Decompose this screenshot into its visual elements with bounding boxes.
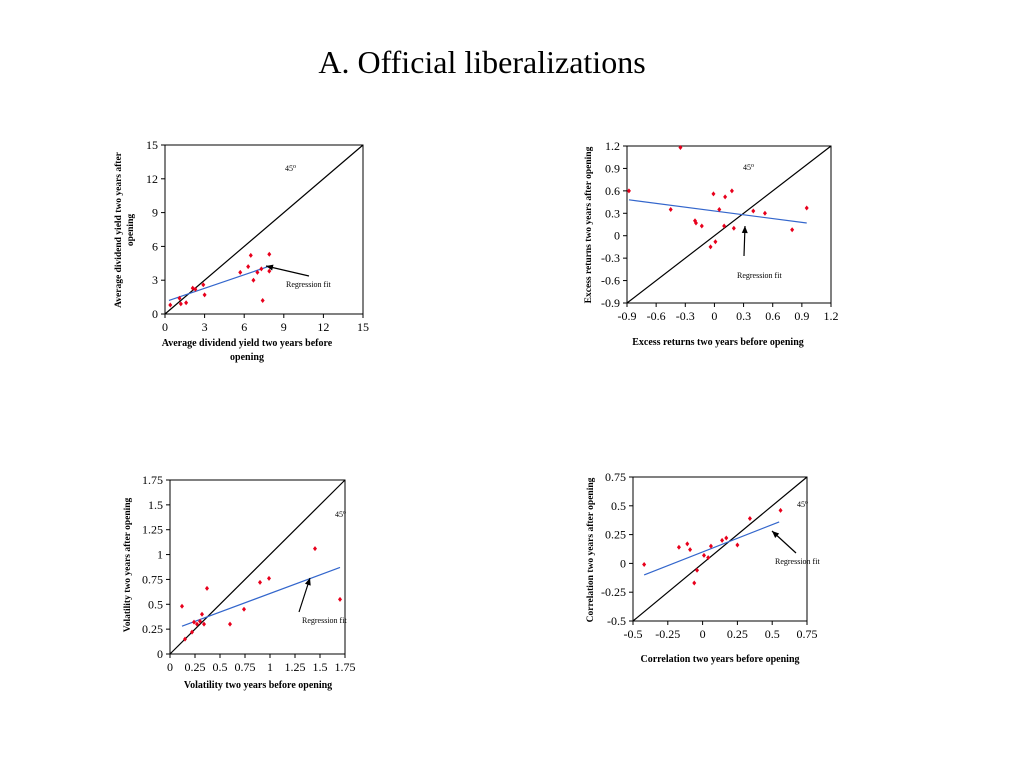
- x-tick-label: 0: [162, 320, 168, 334]
- data-point: [709, 244, 713, 249]
- x-axis-label: Correlation two years before opening: [640, 654, 800, 665]
- chart-volatility: [110, 470, 380, 700]
- y-tick-label: 0: [620, 556, 626, 571]
- degree-superscript: o: [805, 500, 808, 506]
- x-tick-label: 1: [267, 660, 273, 674]
- data-point: [700, 223, 704, 228]
- x-axis-label-line2: opening: [230, 352, 264, 363]
- diagonal-45-line: [633, 477, 807, 621]
- data-point: [723, 194, 727, 199]
- data-point: [751, 209, 755, 214]
- x-tick-label: 12: [317, 320, 330, 334]
- y-tick-label: 0.25: [142, 622, 163, 637]
- x-tick-label: 0.5: [212, 660, 228, 674]
- x-tick-label: -0.9: [617, 309, 637, 323]
- y-tick-label: 9: [152, 205, 158, 220]
- y-tick-label: -0.6: [601, 273, 620, 288]
- regression-fit-line: [644, 522, 779, 575]
- x-tick-label: 9: [280, 320, 287, 334]
- diagonal-annotation: 45$^o$: [797, 500, 808, 509]
- y-axis-label: Excess returns two years after opening: [584, 146, 594, 304]
- data-point: [261, 298, 265, 303]
- y-tick-label: 6: [152, 239, 158, 254]
- y-tick-label: 15: [146, 138, 158, 152]
- data-point: [228, 622, 232, 627]
- chart-correlation: [575, 465, 845, 680]
- data-point: [779, 508, 783, 513]
- y-tick-label: 0: [614, 228, 620, 243]
- regression-fit-label: Regression fit: [775, 557, 820, 566]
- data-point: [732, 226, 736, 231]
- data-point: [184, 300, 188, 305]
- diagonal-annotation: 45$^o$: [285, 164, 296, 173]
- data-point: [249, 253, 253, 258]
- y-axis-label: Average dividend yield two years after: [114, 152, 124, 308]
- data-point: [724, 536, 728, 541]
- y-tick-label: 1.5: [148, 497, 163, 512]
- y-axis-label: Correlation two years after opening: [586, 477, 596, 623]
- x-tick-label: -0.3: [675, 309, 695, 323]
- data-point: [627, 188, 631, 193]
- y-tick-label: 0.25: [605, 527, 626, 542]
- x-tick-label: 0: [167, 660, 173, 674]
- x-tick-label: 3: [201, 320, 208, 334]
- x-tick-label: 0.75: [234, 660, 256, 674]
- data-point: [267, 269, 271, 274]
- x-axis-label: Volatility two years before opening: [183, 680, 333, 691]
- diagonal-45-line: [627, 146, 831, 303]
- x-tick-label: 15: [357, 320, 369, 334]
- y-axis-label-line2: opening: [126, 213, 136, 247]
- callout-arrowhead: [742, 226, 748, 233]
- data-point: [338, 597, 342, 602]
- diagonal-annotation: 45$^o$: [335, 510, 346, 519]
- data-point: [763, 211, 767, 216]
- data-point: [203, 292, 207, 297]
- y-tick-label: 1.25: [142, 522, 163, 537]
- degree-superscript: o: [293, 164, 296, 170]
- x-tick-label: -0.25: [655, 627, 681, 641]
- y-tick-label: 0.9: [605, 161, 620, 176]
- data-point: [711, 191, 715, 196]
- data-point: [713, 239, 717, 244]
- y-tick-label: 1.75: [142, 473, 163, 487]
- data-point: [168, 302, 172, 307]
- data-point: [258, 580, 262, 585]
- y-tick-label: -0.5: [607, 614, 626, 628]
- degree-superscript: o: [751, 163, 754, 169]
- x-tick-label: 0.3: [736, 309, 752, 323]
- y-tick-label: 0: [157, 647, 163, 661]
- data-point: [251, 278, 255, 283]
- regression-fit-line: [169, 267, 268, 301]
- data-point: [238, 270, 242, 275]
- y-tick-label: 0.75: [142, 572, 163, 587]
- data-point: [692, 580, 696, 585]
- y-tick-label: 0: [152, 307, 158, 321]
- x-tick-label: 0.75: [796, 627, 818, 641]
- x-tick-label: 1.2: [823, 309, 839, 323]
- x-tick-label: -0.6: [646, 309, 666, 323]
- data-point: [267, 252, 271, 257]
- data-point: [720, 538, 724, 543]
- y-tick-label: -0.9: [601, 296, 620, 310]
- y-axis-label: Volatility two years after opening: [123, 497, 133, 633]
- data-point: [790, 227, 794, 232]
- x-tick-label: 1.25: [284, 660, 306, 674]
- data-point: [642, 562, 646, 567]
- x-axis-label: Excess returns two years before opening: [632, 337, 804, 348]
- diagonal-annotation: 45$^o$: [743, 163, 754, 172]
- x-tick-label: 0.25: [726, 627, 748, 641]
- y-tick-label: 1: [157, 547, 163, 562]
- degree-superscript: o: [343, 510, 346, 516]
- data-point: [669, 207, 673, 212]
- x-tick-label: 1.75: [334, 660, 356, 674]
- x-tick-label: 0: [711, 309, 718, 323]
- data-point: [180, 604, 184, 609]
- y-tick-label: -0.3: [601, 251, 620, 266]
- y-tick-label: 3: [152, 273, 158, 288]
- data-point: [685, 541, 689, 546]
- chart-dividend-yield: [110, 135, 380, 375]
- x-tick-label: 0.25: [184, 660, 206, 674]
- x-tick-label: 6: [241, 320, 248, 334]
- chart-excess-returns: [575, 130, 845, 360]
- diagonal-45-line: [170, 480, 345, 654]
- data-point: [200, 612, 204, 617]
- x-tick-label: 0.9: [794, 309, 810, 323]
- y-tick-label: 1.2: [605, 139, 620, 153]
- page-title: A. Official liberalizations: [318, 44, 646, 80]
- regression-fit-line: [629, 200, 807, 223]
- data-point: [688, 547, 692, 552]
- data-point: [267, 576, 271, 581]
- regression-fit-label: Regression fit: [302, 616, 347, 625]
- data-point: [259, 266, 263, 271]
- y-tick-label: 0.5: [148, 597, 163, 612]
- x-tick-label: 0.6: [765, 309, 781, 323]
- y-tick-label: 0.75: [605, 470, 626, 484]
- data-point: [246, 264, 250, 269]
- data-point: [748, 516, 752, 521]
- x-tick-label: 0.5: [764, 627, 780, 641]
- x-tick-label: -0.5: [623, 627, 643, 641]
- x-tick-label: 1.5: [312, 660, 328, 674]
- y-tick-label: -0.25: [601, 585, 626, 600]
- data-point: [735, 542, 739, 547]
- data-point: [205, 586, 209, 591]
- y-tick-label: 0.5: [611, 498, 626, 513]
- regression-fit-label: Regression fit: [286, 280, 331, 289]
- data-point: [313, 546, 317, 551]
- x-tick-label: 0: [699, 627, 706, 641]
- data-point: [242, 607, 246, 612]
- data-point: [702, 553, 706, 558]
- data-point: [730, 188, 734, 193]
- y-tick-label: 0.6: [605, 183, 620, 198]
- regression-fit-label: Regression fit: [737, 271, 782, 280]
- data-point: [677, 545, 681, 550]
- x-axis-label: Average dividend yield two years before: [161, 338, 333, 349]
- data-point: [805, 206, 809, 211]
- y-tick-label: 12: [146, 171, 158, 186]
- y-tick-label: 0.3: [605, 206, 620, 221]
